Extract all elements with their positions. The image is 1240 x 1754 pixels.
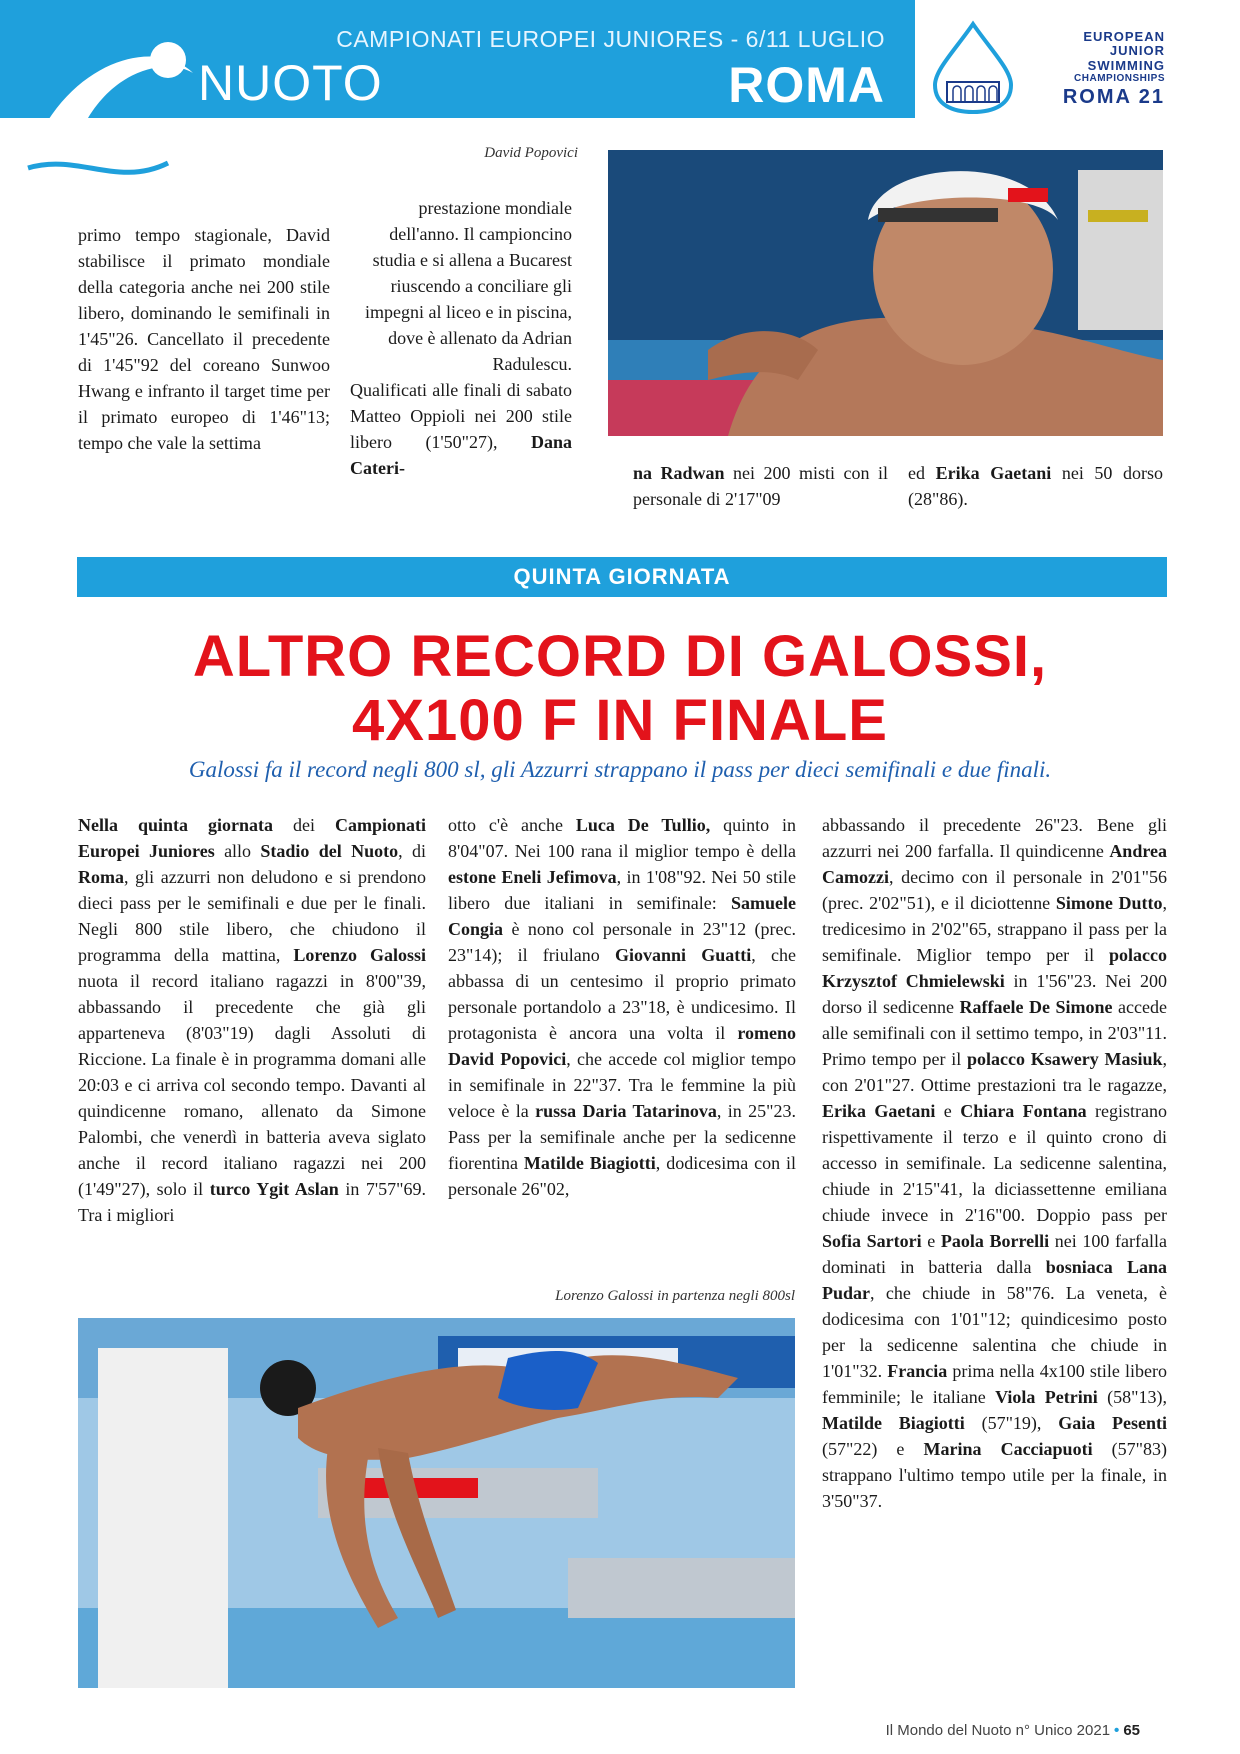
bold-run: Giovanni Guatti [615, 945, 752, 965]
headline-line-1: ALTRO RECORD DI GALOSSI, [192, 624, 1048, 689]
page-footer: Il Mondo del Nuoto n° Unico 2021 • 65 [885, 1722, 1140, 1739]
section-name: NUOTO [198, 55, 383, 111]
bold-run: Gaia Pesenti [1058, 1413, 1167, 1433]
text-run: , che abbassa di un centesimo il proprio primato personale portandolo a 23"18, è undicesimo. Il protagonista è ancora una volta il [448, 945, 797, 1043]
bold-run: Luca De Tullio, [575, 815, 711, 835]
text-run: , che chiude in 58"76. La veneta, è dodicesima con 1'01"12; quindicesimo posto per la sedicenne salentina che chiude in 1'01"32. [822, 1283, 1167, 1381]
bold-run: Campionati Europei Juniores [78, 815, 426, 861]
bold-run: Stadio del Nuoto [260, 841, 399, 861]
article-kicker: QUINTA GIORNATA [77, 557, 1167, 597]
logo-line-junior: JUNIOR [1109, 43, 1165, 59]
page-number: 65 [1123, 1722, 1140, 1739]
text-run: è nono col personale in 23"12 (prec. 23"14); il friulano [448, 919, 796, 965]
top-column-3: na Radwan nei 200 misti con il personale di 2'17"09 [633, 463, 889, 509]
bold-run: Roma [78, 867, 124, 887]
top-column-1: primo tempo stagionale, David stabilisce il primato mondiale della categoria anche nei 200 stile libero, dominando le semifinali in 1'45"26. Cancellato il precedente di 1'45"92 del coreano Sunwoo Hwang e infranto il target time per il primato europeo di 1'46"13; tempo che vale la settima [78, 225, 330, 453]
bold-run: Matilde Biagiotti [523, 1153, 656, 1173]
text-run: , con 2'01"27. Ottime prestazioni tra le ragazze, [822, 1049, 1167, 1095]
bold-run: russa Daria Tatarinova [535, 1101, 717, 1121]
text-run: e [921, 1231, 941, 1251]
top-column-2-qualified: Qualificati alle finali di sabato Matteo Oppioli nei 200 stile libero (1'50"27), Dana Cateri- [350, 380, 572, 478]
bold-run: Chiara Fontana [960, 1101, 1087, 1121]
event-city: ROMA [728, 57, 885, 113]
bold-run: Paola Borrelli [940, 1231, 1050, 1251]
logo-line-championships: CHAMPIONSHIPS [1074, 72, 1165, 84]
article-column-1 [78, 812, 426, 1228]
bold-run: turco Ygit Aslan [209, 1179, 339, 1199]
bold-run: estone Eneli Jefimova [448, 867, 617, 887]
bold-run: Matilde Biagiotti [822, 1413, 965, 1433]
bold-run: bosniaca Lana Pudar [822, 1257, 1167, 1303]
bold-run: polacco Ksawery Masiuk [967, 1049, 1163, 1069]
text-run: (57"19), [964, 1413, 1059, 1433]
text-run: otto c'è anche [448, 815, 576, 835]
logo-line-european: EUROPEAN [1083, 29, 1165, 44]
bold-run: Simone Dutto [1055, 893, 1163, 913]
water-drop-colosseum-icon [925, 20, 1021, 114]
text-run: allo [214, 841, 261, 861]
text-run: , dodicesima con il personale 26"02, [448, 1153, 797, 1199]
bold-run: Sofia Sartori [822, 1231, 922, 1251]
bold-run: Francia [887, 1361, 948, 1381]
text-run: in 1'56"23. Nei 200 dorso il sedicenne [822, 971, 1167, 1017]
bold-run: romeno David Popovici [448, 1023, 796, 1069]
text-run: , tredicesimo in 2'02"65, strappano il pass per la semifinale. Miglior tempo per il [822, 893, 1167, 965]
bold-run: Andrea Camozzi [822, 841, 1167, 887]
text-run: abbassando il precedente 26"23. Bene gli azzurri nei 200 farfalla. Il quindicenne [822, 815, 1167, 861]
text-run: (57"83) strappano l'ultimo tempo utile per la finale, in 3'50"37. [822, 1439, 1167, 1511]
swimmer-logo-icon [18, 18, 218, 188]
logo-line-swimming: SWIMMING [1087, 57, 1165, 73]
text-run: , gli azzurri non deludono e si prendono dieci pass per le semifinali e due per le finali. Negli 800 stile libero, che chiudono il programma della mattina, [78, 867, 426, 965]
photo-popovici [608, 150, 1163, 436]
text-run: , di [398, 841, 426, 861]
article-subtitle: Galossi fa il record negli 800 sl, gli Azzurri strappano il pass per dieci semifinali e due finali. [188, 757, 1052, 782]
text-run: prima nella 4x100 stile libero femminile; le italiane [822, 1361, 1167, 1407]
bold-run: Lorenzo Galossi [293, 945, 427, 965]
top-column-2-intro: prestazione mondiale dell'anno. Il campioncino studia e si allena a Bucarest riuscendo a conciliare gli impegni al liceo e in piscina, dove è allenato da Adrian Radulescu. [365, 198, 572, 374]
photo-caption-galossi: Lorenzo Galossi in partenza negli 800sl [555, 1288, 795, 1304]
text-run: dei [273, 815, 335, 835]
bold-run: polacco Krzysztof Chmielewski [822, 945, 1167, 991]
championship-logo [915, 0, 1165, 118]
logo-line-roma21: ROMA 21 [1062, 85, 1165, 108]
headline-line-2: 4X100 F IN FINALE [352, 688, 888, 753]
text-run: nuota il record italiano ragazzi in 8'00"39, abbassando il precedente che già gli apparteneva (8'03"19) dagli Assoluti di Riccione. La finale è in programma domani alle 20:03 e ci arriva col secondo tempo. Davanti al quindicenne romano, allenato da Simone Palombi, che venerdì in batteria aveva siglato anche il record italiano ragazzi nei 200 (1'49"27), solo il [78, 971, 426, 1199]
article-column-2 [448, 812, 796, 1202]
text-run: accede alle semifinali con il settimo tempo, in 2'03"11. Primo tempo per il [822, 997, 1167, 1069]
text-run: , in 25"23. Pass per la semifinale anche per la sedicenne fiorentina [448, 1101, 796, 1173]
text-run: quinto in 8'04"07. Nei 100 rana il miglior tempo è della [448, 815, 796, 861]
event-title: CAMPIONATI EUROPEI JUNIORES - 6/11 LUGLIO [336, 26, 885, 52]
bold-run: Marina Cacciapuoti [923, 1439, 1093, 1459]
text-run: nei 100 farfalla dominati in batteria dalla [822, 1231, 1167, 1277]
bold-run: Viola Petrini [995, 1387, 1098, 1407]
text-run: e [935, 1101, 961, 1121]
bold-run: Samuele Congia [448, 893, 796, 939]
text-run: , che accede col miglior tempo in semifinale in 22"37. Tra le femmine la più veloce è la [448, 1049, 797, 1121]
bold-run: Nella quinta giornata [78, 815, 273, 835]
text-run: registrano rispettivamente il terzo e il quinto crono di accesso in semifinale. La sedicenne salentina, chiude in 2'15"41, la diciassettenne emiliana chiude invece in 2'16"00. Doppio pass per [822, 1101, 1167, 1225]
photo-galossi [78, 1318, 795, 1688]
bold-run: Erika Gaetani [822, 1101, 936, 1121]
top-column-2 [350, 195, 572, 481]
text-run: , in 1'08"92. Nei 50 stile libero due italiani in semifinale: [448, 867, 796, 913]
text-run: (58"13), [1097, 1387, 1167, 1407]
text-run: , decimo con il personale in 2'01"56 (prec. 2'02"51), e il diciottenne [822, 867, 1167, 913]
bold-run: Raffaele De Simone [959, 997, 1113, 1017]
magazine-name: Il Mondo del Nuoto n° Unico 2021 [885, 1722, 1111, 1739]
article-headline [40, 625, 1200, 753]
text-run: (57"22) e [822, 1439, 924, 1459]
article-column-3 [822, 812, 1167, 1514]
text-run: in 7'57"69. Tra i migliori [78, 1179, 426, 1225]
photo-caption-popovici: David Popovici [484, 145, 578, 161]
top-column-4: ed Erika Gaetani nei 50 dorso (28"86). [908, 463, 1164, 509]
